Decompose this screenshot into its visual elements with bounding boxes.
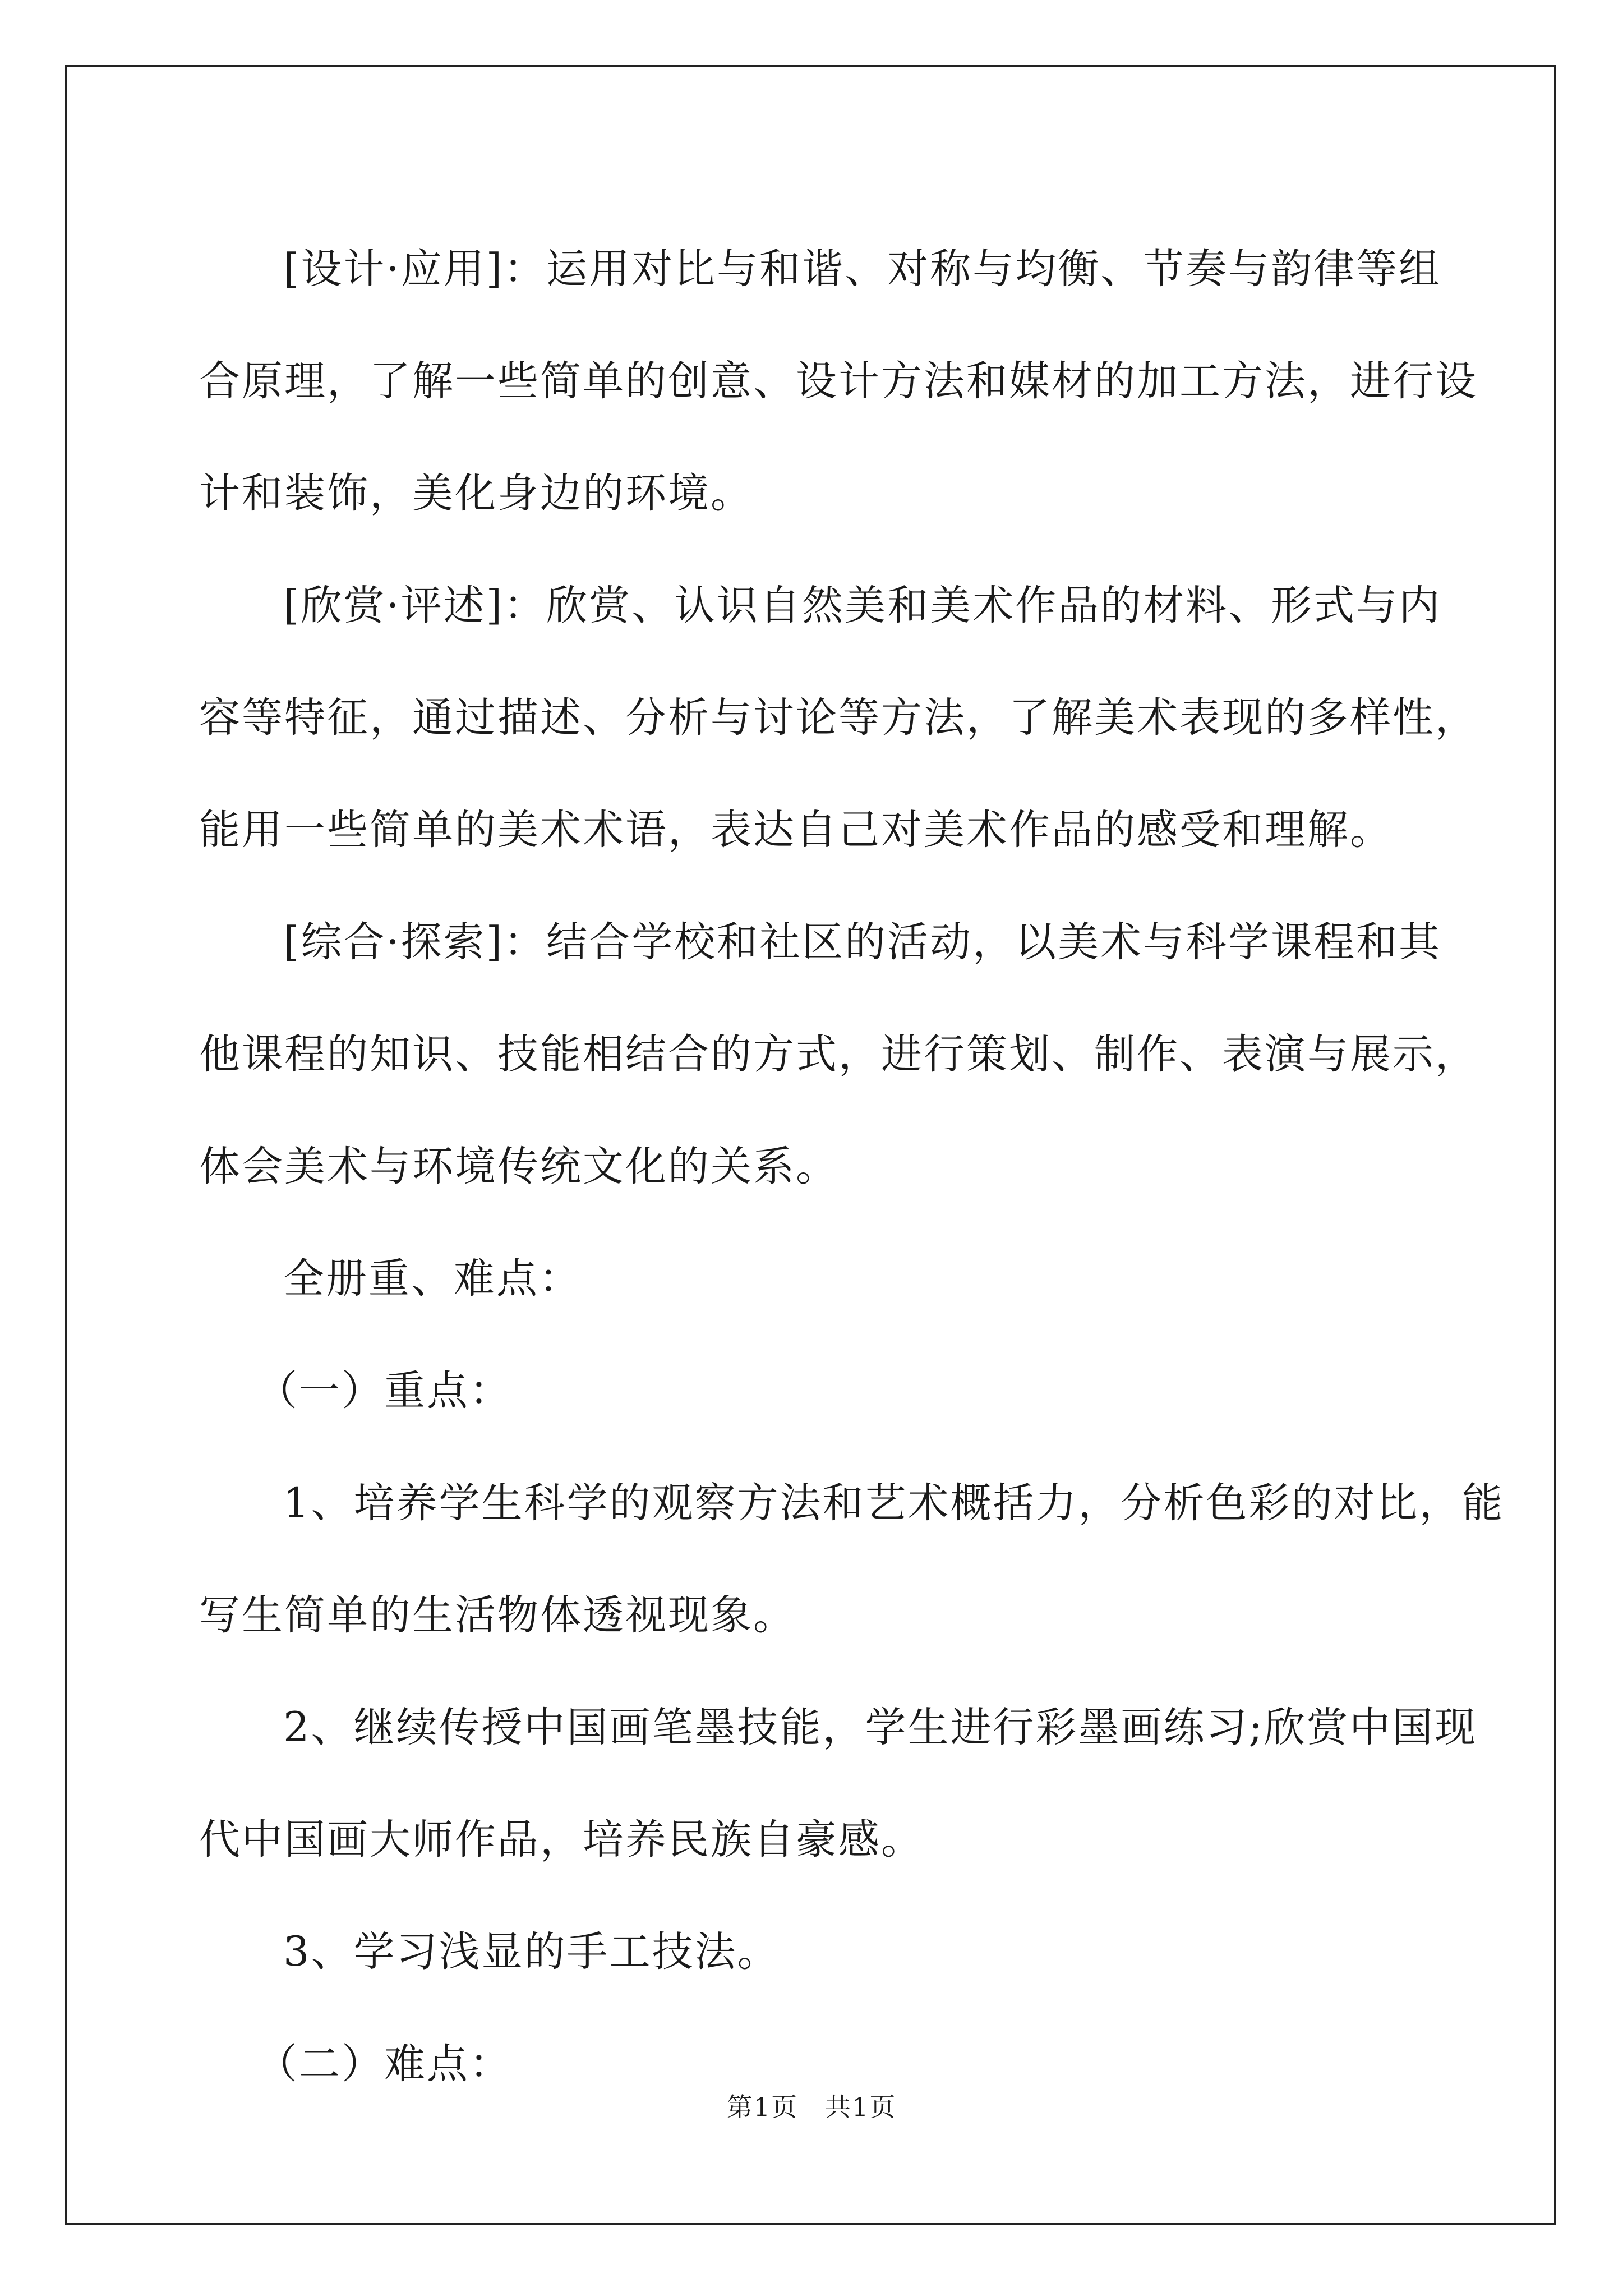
page-total: 共1页	[825, 2092, 897, 2122]
text-line: 全册重、难点：	[283, 1255, 582, 1303]
text-line: 计和装饰，美化身边的环境。	[199, 470, 753, 517]
text-line: 他课程的知识、技能相结合的方式，进行策划、制作、表演与展示，	[199, 1030, 1478, 1078]
heading-key-points	[199, 1335, 1433, 1447]
key-point-item-1	[199, 1447, 1505, 1672]
text-line: 2、继续传授中国画笔墨技能，学生进行彩墨画练习;欣赏中国现	[283, 1704, 1478, 1751]
text-line: （一）重点：	[256, 1367, 512, 1415]
text-line: 3、学习浅显的手工技法。	[283, 1928, 780, 1976]
text-line: 写生简单的生活物体透视现象。	[199, 1591, 796, 1639]
text-line: 能用一些简单的美术术语，表达自己对美术作品的感受和理解。	[199, 806, 1393, 854]
text-line: 1、培养学生科学的观察方法和艺术概括力，分析色彩的对比，能	[283, 1479, 1505, 1527]
text-line: [设计·应用]：运用对比与和谐、对称与均衡、节奏与韵律等组	[283, 245, 1442, 293]
page-footer	[0, 2087, 1623, 2124]
text-line: 容等特征，通过描述、分析与讨论等方法，了解美术表现的多样性，	[199, 694, 1478, 742]
text-line: 合原理，了解一些简单的创意、设计方法和媒材的加工方法，进行设	[199, 357, 1478, 405]
text-line: 体会美术与环境传统文化的关系。	[199, 1143, 838, 1190]
page-number: 第1页	[726, 2092, 798, 2122]
paragraph-design-application	[199, 213, 1478, 550]
text-line: [欣赏·评述]：欣赏、认识自然美和美术作品的材料、形式与内	[283, 582, 1442, 629]
heading-key-difficult-points	[199, 1223, 1433, 1335]
document-body	[199, 213, 1505, 2120]
text-line: [综合·探索]：结合学校和社区的活动，以美术与科学课程和其	[283, 918, 1442, 966]
text-line: 代中国画大师作品，培养民族自豪感。	[199, 1816, 924, 1864]
key-point-item-2	[199, 1672, 1478, 1896]
paragraph-synthesis-exploration	[199, 886, 1478, 1223]
text-line: （二）难点：	[256, 2040, 512, 2088]
paragraph-appreciation-review	[199, 550, 1478, 886]
key-point-item-3	[199, 1896, 1433, 2008]
